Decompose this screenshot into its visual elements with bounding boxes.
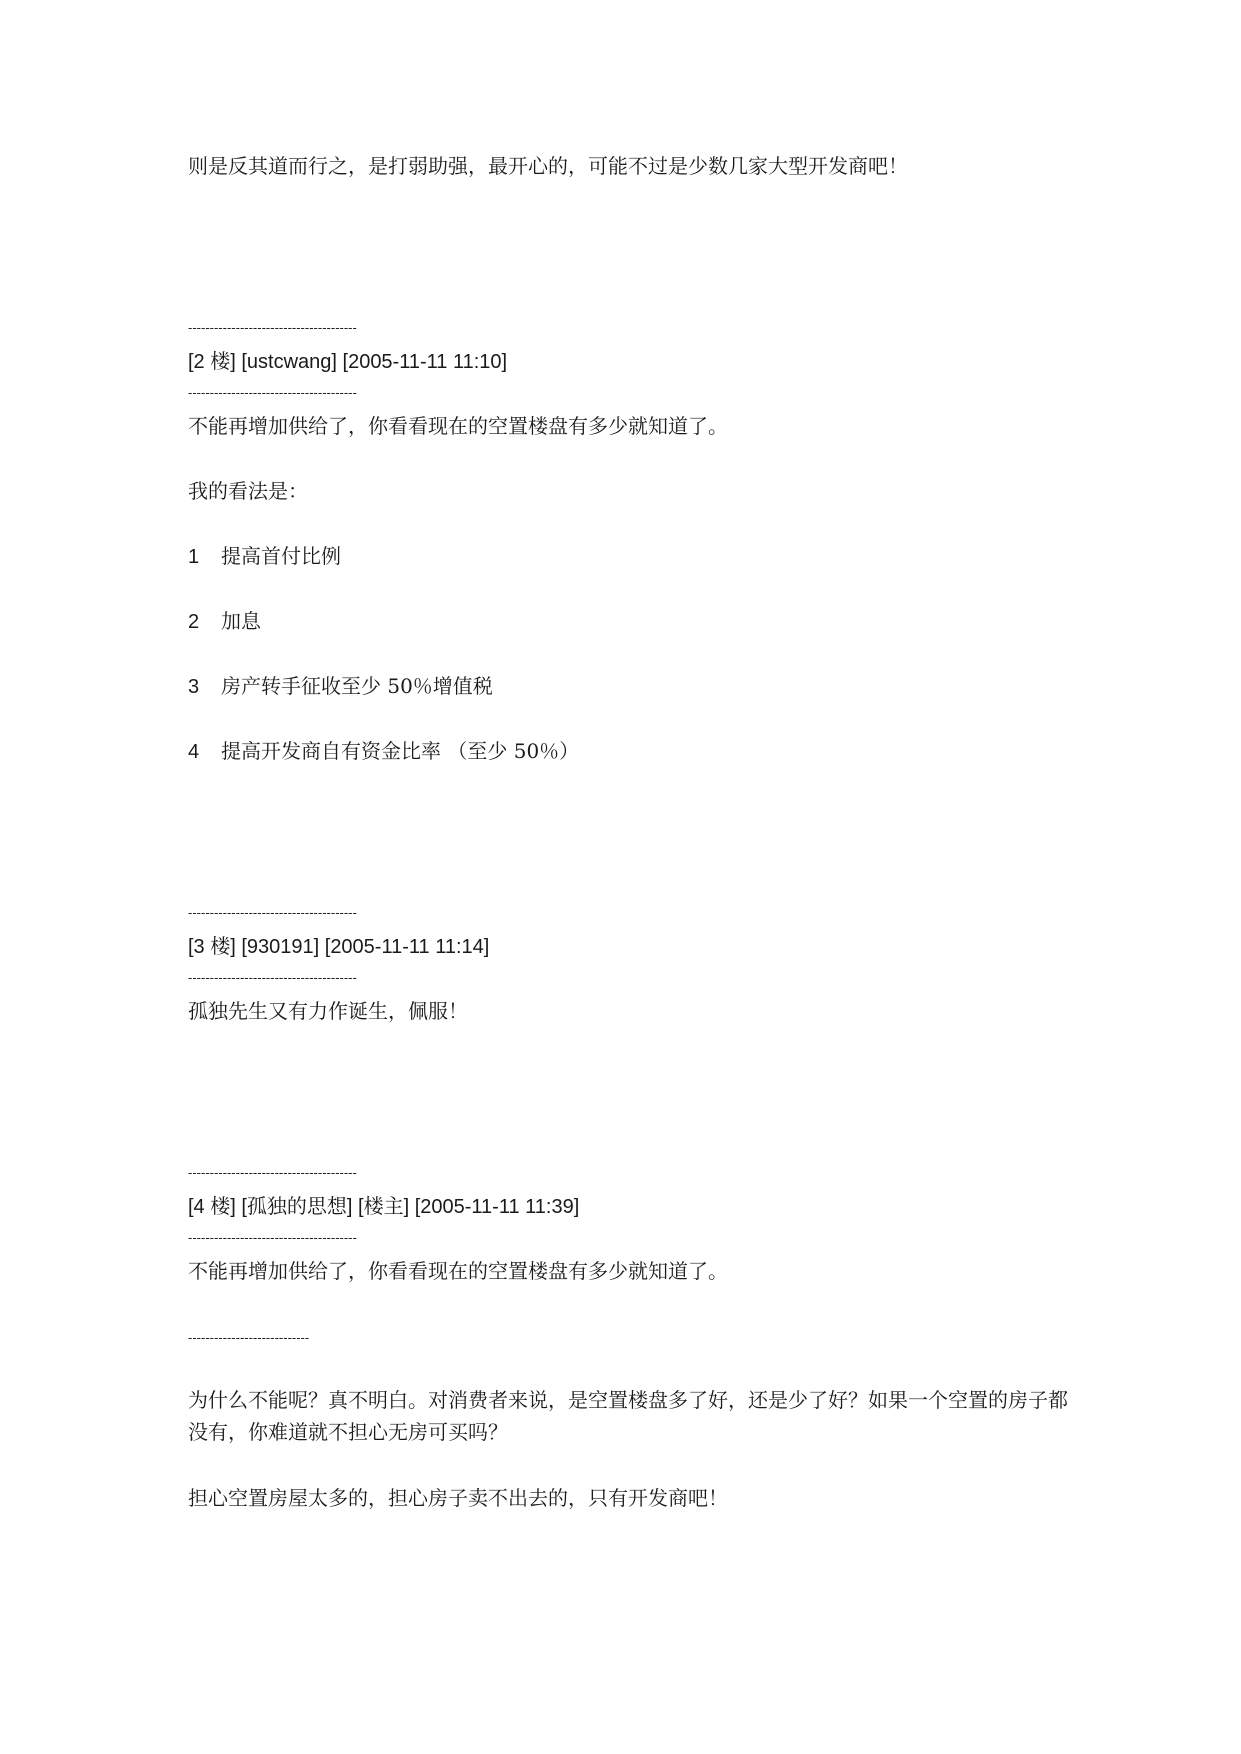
list-item: [188, 672, 493, 701]
list-item: [188, 737, 579, 766]
separator: ---------------------------------------: [188, 1165, 357, 1180]
quoted-text: 不能再增加供给了，你看看现在的空置楼盘有多少就知道了。: [188, 1259, 728, 1283]
separator: ---------------------------------------: [188, 385, 357, 400]
list-item: [188, 542, 341, 571]
post-paragraph: 担心空置房屋太多的，担心房子卖不出去的，只有开发商吧！: [188, 1486, 728, 1510]
separator: ---------------------------------------: [188, 905, 357, 920]
separator: ---------------------------------------: [188, 320, 357, 335]
separator: ---------------------------------------: [188, 1230, 357, 1245]
post-header: [2 楼] [ustcwang] [2005-11-11 11:10]: [188, 351, 508, 373]
list-item-number: 1: [188, 546, 200, 568]
post-paragraph: 为什么不能呢？真不明白。对消费者来说，是空置楼盘多了好，还是少了好？如果一个空置的房子都没有，你难道就不担心无房可买吗？: [188, 1388, 1068, 1444]
separator: ---------------------------------------: [188, 970, 357, 985]
list-item-number: 2: [188, 611, 200, 633]
list-item-number: 3: [188, 676, 200, 698]
post-header: [4 楼] [孤独的思想] [楼主] [2005-11-11 11:39]: [188, 1196, 580, 1218]
post-body: 不能再增加供给了，你看看现在的空置楼盘有多少就知道了。: [188, 414, 728, 438]
post-header: [3 楼] [930191] [2005-11-11 11:14]: [188, 936, 490, 958]
view-intro: 我的看法是：: [188, 479, 308, 503]
list-item-text: 加息: [221, 609, 261, 633]
list-item-text: 提高开发商自有资金比率 （至少 50％）: [221, 739, 580, 763]
list-item-text: 提高首付比例: [221, 544, 341, 568]
list-item: [188, 607, 261, 636]
list-item-number: 4: [188, 741, 200, 763]
separator: ----------------------------: [188, 1330, 310, 1345]
post-body: 孤独先生又有力作诞生，佩服！: [188, 999, 468, 1023]
list-item-text: 房产转手征收至少 50％增值税: [221, 674, 493, 698]
intro-line: 则是反其道而行之，是打弱助强，最开心的，可能不过是少数几家大型开发商吧！: [188, 154, 908, 178]
